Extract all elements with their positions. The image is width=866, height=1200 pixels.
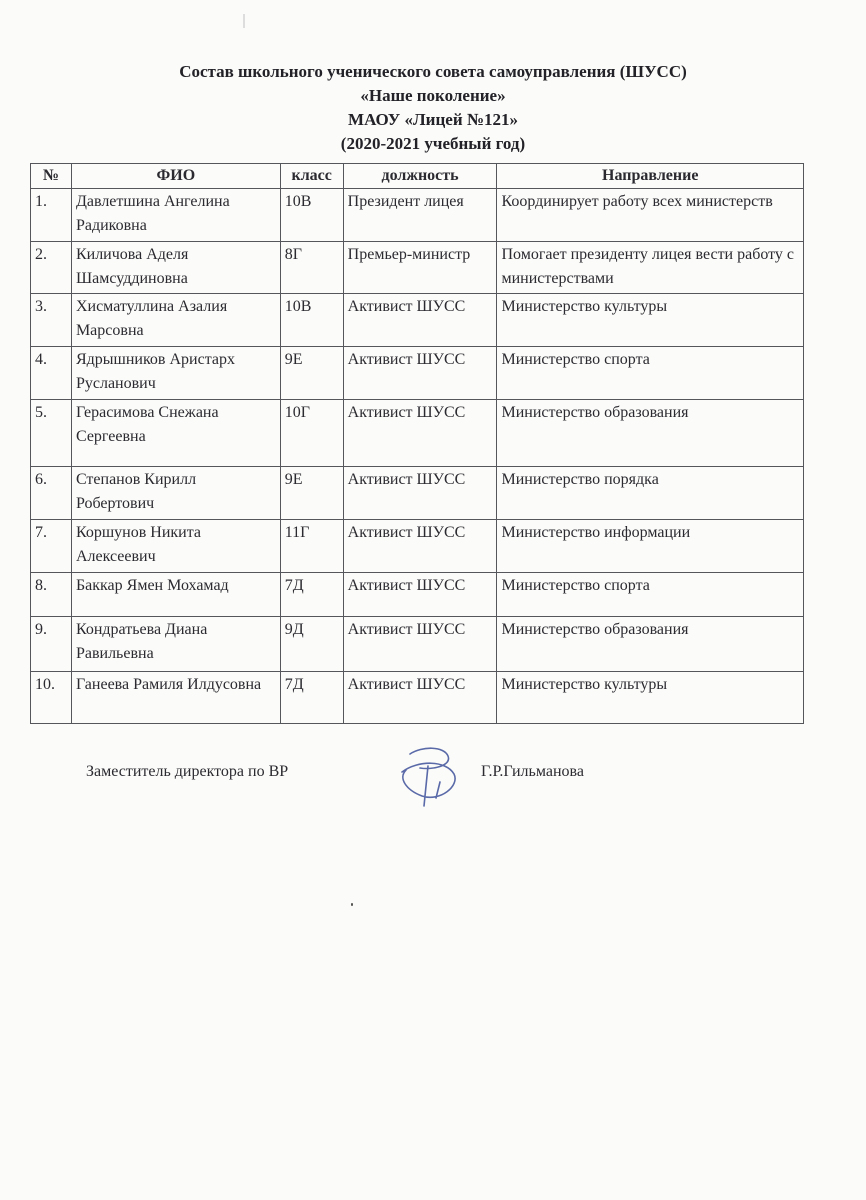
cell-name: Хисматуллина Азалия Марсовна xyxy=(71,294,280,347)
cell-num: 1. xyxy=(31,189,72,242)
cell-direction: Министерство спорта xyxy=(497,347,804,400)
cell-position: Активист ШУСС xyxy=(343,520,497,573)
cell-class: 10В xyxy=(280,189,343,242)
cell-class: 10В xyxy=(280,294,343,347)
cell-direction: Помогает президенту лицея вести работу с министерствами xyxy=(497,242,804,294)
cell-num: 2. xyxy=(31,242,72,294)
table-row xyxy=(31,347,804,400)
title-line-school: МАОУ «Лицей №121» xyxy=(348,110,518,129)
table-row xyxy=(31,189,804,242)
cell-name: Коршунов Никита Алексеевич xyxy=(71,520,280,573)
cell-position: Активист ШУСС xyxy=(343,347,497,400)
signature-stroke xyxy=(402,748,455,806)
cell-class: 9Е xyxy=(280,467,343,520)
cell-direction: Министерство культуры xyxy=(497,294,804,347)
cell-class: 9Д xyxy=(280,617,343,672)
cell-position: Премьер-министр xyxy=(343,242,497,294)
cell-num: 4. xyxy=(31,347,72,400)
cell-name: Киличова Аделя Шамсуддиновна xyxy=(71,242,280,294)
scan-speck xyxy=(351,903,353,906)
table-row xyxy=(31,467,804,520)
cell-direction: Министерство порядка xyxy=(497,467,804,520)
cell-class: 10Г xyxy=(280,400,343,467)
cell-position: Активист ШУСС xyxy=(343,617,497,672)
title-line-year: (2020-2021 учебный год) xyxy=(340,134,526,153)
table-row xyxy=(31,242,804,294)
signer-position: Заместитель директора по ВР xyxy=(86,763,289,780)
cell-class: 8Г xyxy=(280,242,343,294)
cell-num: 10. xyxy=(31,672,72,724)
cell-name: Ганеева Рамиля Илдусовна xyxy=(71,672,280,724)
cell-direction: Министерство культуры xyxy=(497,672,804,724)
cell-num: 6. xyxy=(31,467,72,520)
cell-name: Ядрышников Аристарх Русланович xyxy=(71,347,280,400)
cell-position: Активист ШУСС xyxy=(343,467,497,520)
cell-num: 7. xyxy=(31,520,72,573)
council-table xyxy=(30,163,804,724)
cell-class: 9Е xyxy=(280,347,343,400)
title-line-name: «Наше поколение» xyxy=(360,86,506,105)
title-line-council: Состав школьного ученического совета самоуправления (ШУСС) xyxy=(179,62,687,81)
cell-name: Баккар Ямен Мохамад xyxy=(71,573,280,617)
scan-mark xyxy=(243,14,245,28)
document-title xyxy=(0,60,866,156)
table-row xyxy=(31,573,804,617)
cell-position: Президент лицея xyxy=(343,189,497,242)
cell-position: Активист ШУСС xyxy=(343,573,497,617)
header-class: класс xyxy=(280,164,343,189)
cell-direction: Координирует работу всех министерств xyxy=(497,189,804,242)
cell-name: Кондратьева Диана Равильевна xyxy=(71,617,280,672)
cell-direction: Министерство образования xyxy=(497,400,804,467)
cell-name: Степанов Кирилл Робертович xyxy=(71,467,280,520)
cell-position: Активист ШУСС xyxy=(343,400,497,467)
table-row xyxy=(31,400,804,467)
handwritten-signature xyxy=(388,742,468,812)
cell-num: 5. xyxy=(31,400,72,467)
table-header-row xyxy=(31,164,804,189)
table-row xyxy=(31,520,804,573)
cell-direction: Министерство информации xyxy=(497,520,804,573)
cell-class: 7Д xyxy=(280,573,343,617)
cell-num: 9. xyxy=(31,617,72,672)
cell-num: 3. xyxy=(31,294,72,347)
cell-direction: Министерство спорта xyxy=(497,573,804,617)
header-name: ФИО xyxy=(71,164,280,189)
header-direction: Направление xyxy=(497,164,804,189)
table-row xyxy=(31,672,804,724)
header-num: № xyxy=(31,164,72,189)
cell-direction: Министерство образования xyxy=(497,617,804,672)
cell-name: Герасимова Снежана Сергеевна xyxy=(71,400,280,467)
cell-num: 8. xyxy=(31,573,72,617)
cell-position: Активист ШУСС xyxy=(343,672,497,724)
cell-name: Давлетшина Ангелина Радиковна xyxy=(71,189,280,242)
table-row xyxy=(31,294,804,347)
cell-class: 7Д xyxy=(280,672,343,724)
signer-name: Г.Р.Гильманова xyxy=(481,763,584,780)
table-row xyxy=(31,617,804,672)
cell-class: 11Г xyxy=(280,520,343,573)
cell-position: Активист ШУСС xyxy=(343,294,497,347)
header-position: должность xyxy=(343,164,497,189)
